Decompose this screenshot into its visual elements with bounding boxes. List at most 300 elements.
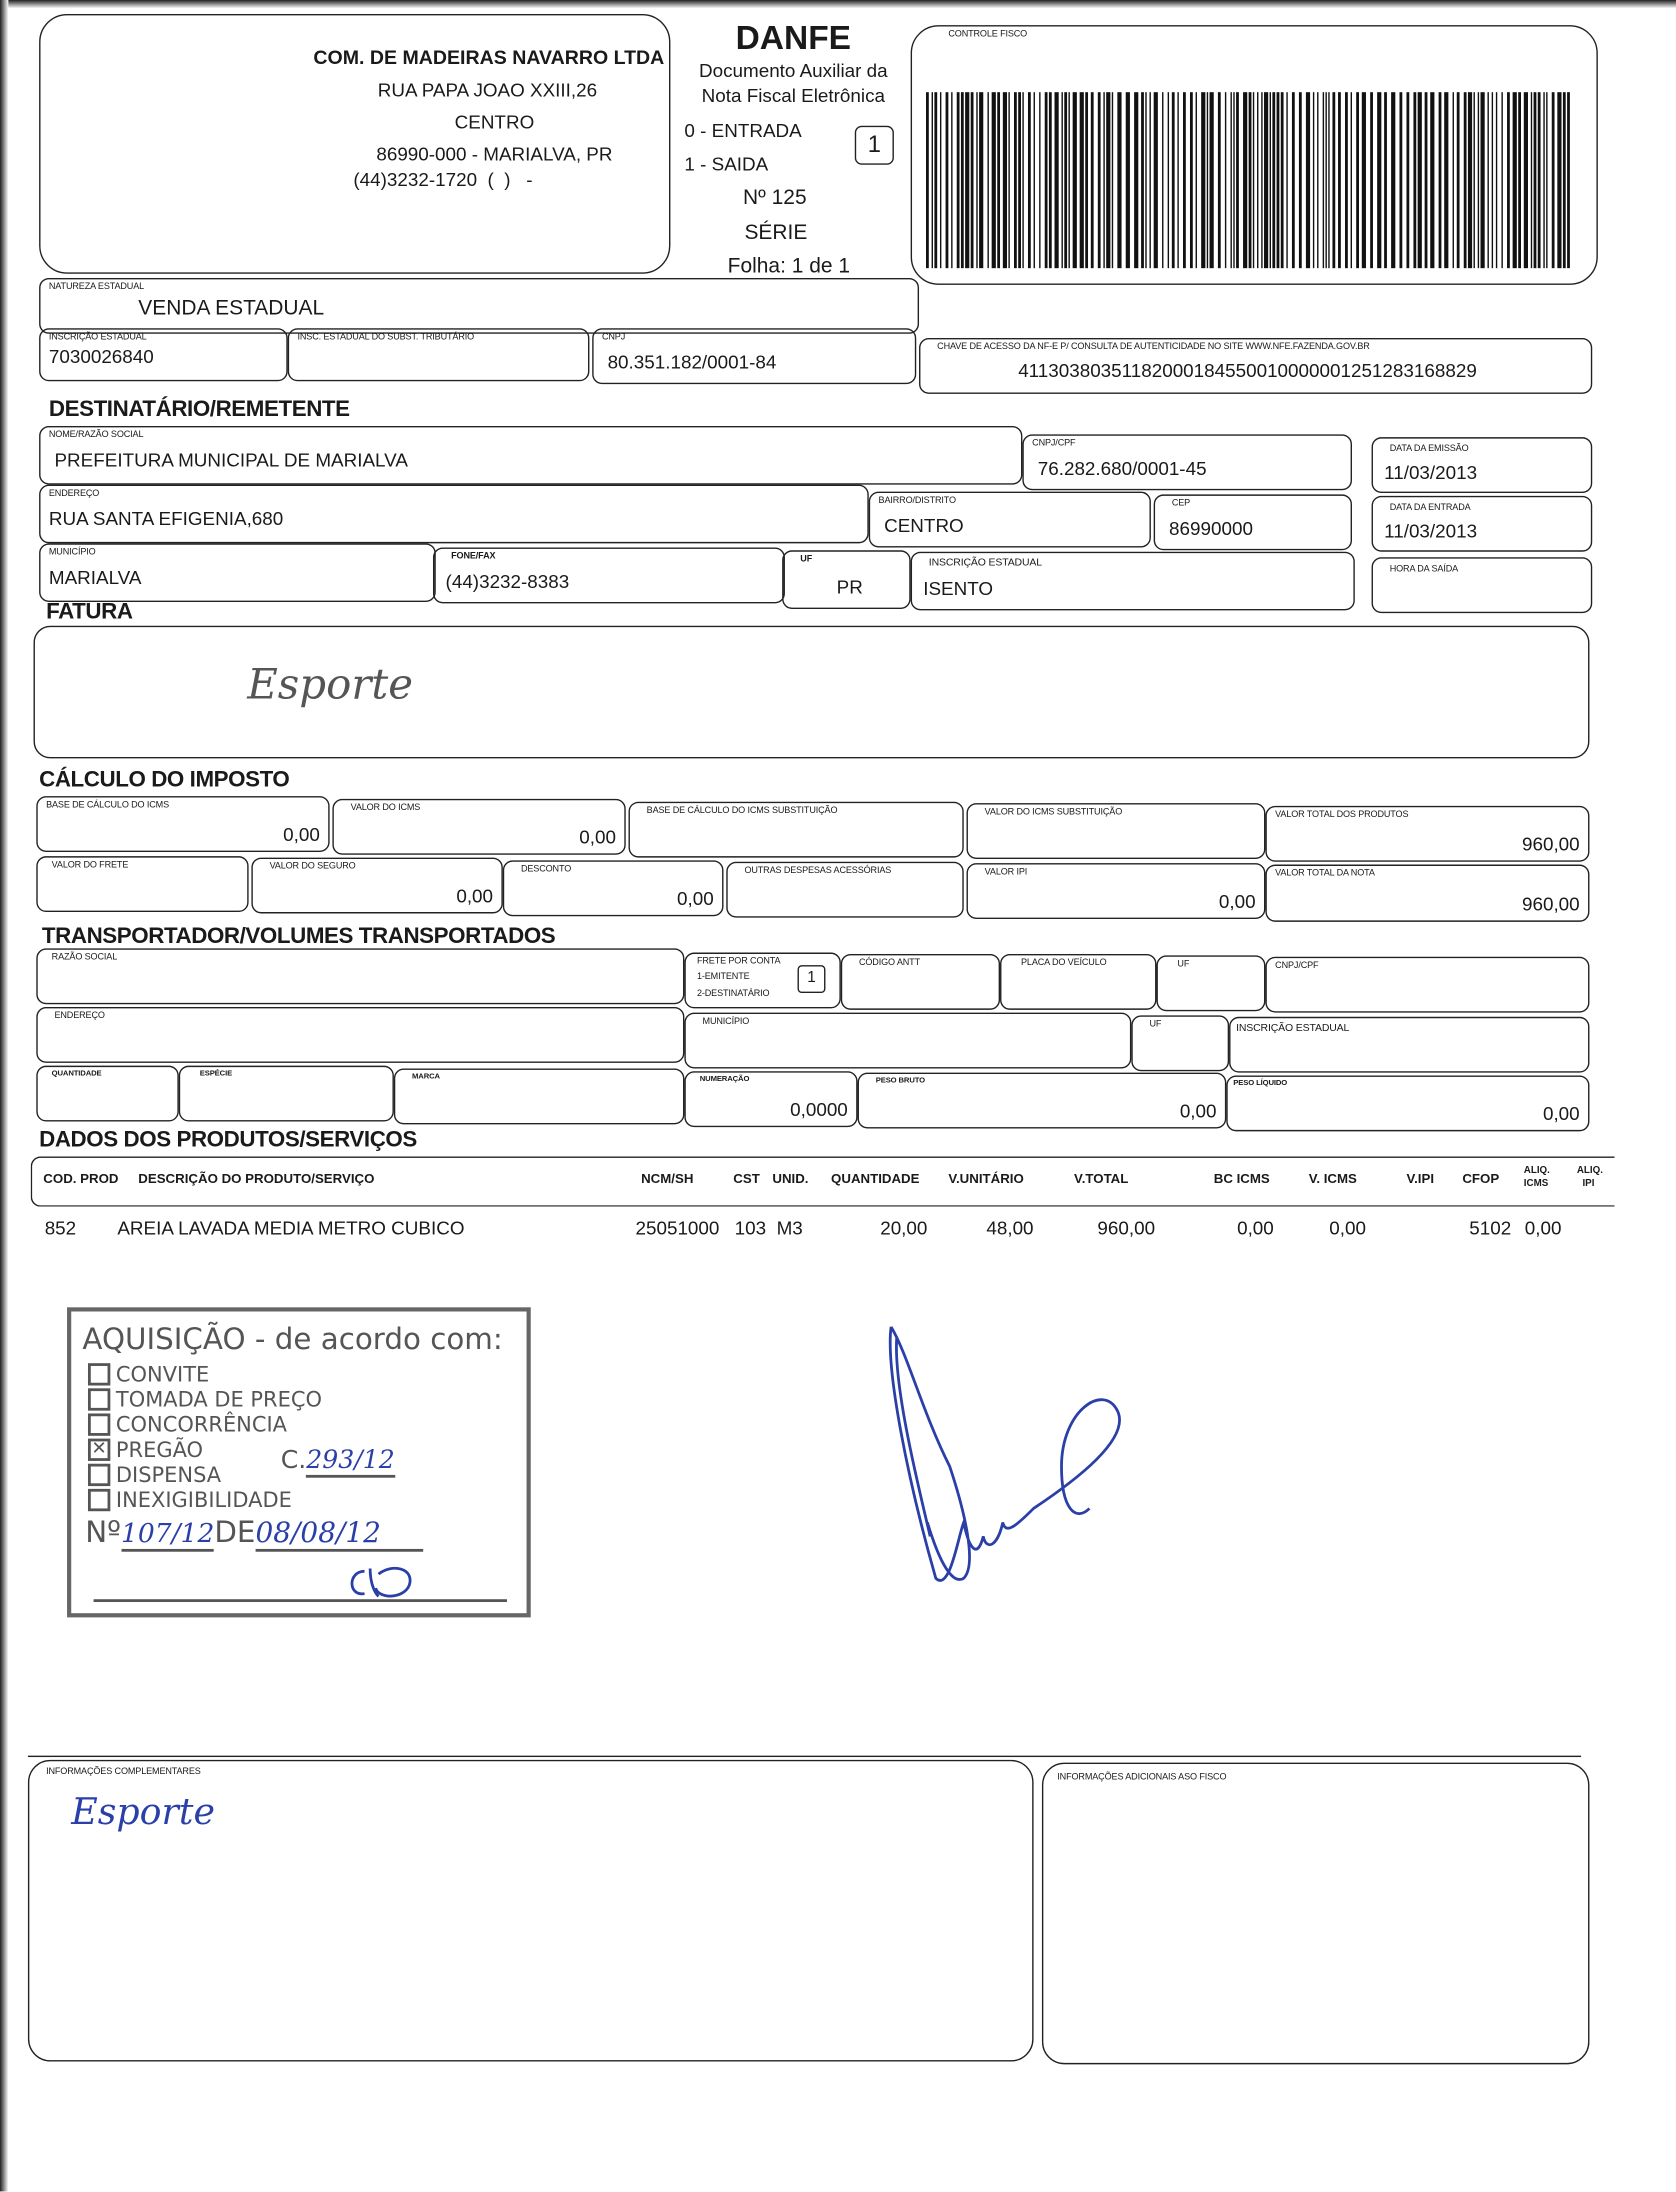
- dest-municipio-label: MUNICÍPIO: [48, 547, 96, 558]
- barcode-bar: [1332, 92, 1335, 268]
- col-quantidade: QUANTIDADE: [831, 1171, 920, 1188]
- base-st-label: BASE DE CÁLCULO DO ICMS SUBSTITUIÇÃO: [646, 805, 838, 816]
- barcode-bar: [1362, 92, 1366, 268]
- emitter-phone: (44)3232-1720 ( ) -: [353, 169, 533, 190]
- barcode-bar: [1149, 92, 1150, 268]
- barcode-bar: [965, 92, 969, 268]
- stamp-num-label: Nº: [85, 1515, 121, 1549]
- dest-cep-label: CEP: [1171, 498, 1191, 509]
- stamp-option-label: TOMADA DE PREÇO: [115, 1386, 322, 1413]
- divider: [28, 1756, 1581, 1757]
- col-aliq-icms-2: ICMS: [1523, 1178, 1549, 1189]
- dest-nome-field: [39, 426, 1022, 485]
- natureza-value: VENDA ESTADUAL: [138, 296, 325, 320]
- entrada-field: [1372, 496, 1593, 552]
- barcode-bar: [1399, 92, 1402, 268]
- barcode-bar: [1183, 92, 1186, 268]
- barcode-bar: [1168, 92, 1169, 268]
- seguro-label: VALOR DO SEGURO: [269, 861, 356, 872]
- desconto-label: DESCONTO: [520, 864, 572, 875]
- barcode-bar: [1003, 92, 1007, 268]
- emissao-field: [1372, 437, 1593, 493]
- col-v-icms: V. ICMS: [1308, 1171, 1357, 1188]
- barcode-bar: [1299, 92, 1302, 268]
- entrada-option: 0 - ENTRADA: [684, 120, 802, 142]
- barcode-bar: [1281, 92, 1284, 268]
- imposto-heading: CÁLCULO DO IMPOSTO: [39, 768, 290, 792]
- barcode-bar: [1507, 92, 1510, 268]
- col-unid: UNID.: [772, 1171, 809, 1188]
- barcode-bar: [1264, 92, 1268, 268]
- barcode-bar: [1468, 92, 1472, 268]
- cell-ncm: 25051000: [635, 1217, 720, 1239]
- cnpj-label: CNPJ: [601, 332, 626, 343]
- frete-conta-field: [684, 953, 840, 1009]
- transp-uf-label: UF: [1177, 959, 1190, 970]
- info-complementares-handwriting: Esporte: [71, 1791, 215, 1834]
- barcode-bar: [932, 92, 933, 268]
- marca-label: MARCA: [412, 1072, 440, 1082]
- numeracao-field: [684, 1071, 857, 1127]
- dest-ie-field: [911, 552, 1355, 611]
- entrada-value: 11/03/2013: [1384, 520, 1478, 542]
- barcode-bar: [1457, 92, 1460, 268]
- total-produtos-field: [1265, 806, 1589, 862]
- valor-ipi-field: [967, 863, 1266, 919]
- barcode-bar: [1106, 92, 1110, 268]
- barcode-bar: [1049, 92, 1052, 268]
- barcode-bar: [1117, 92, 1121, 268]
- stamp-signature-line: [94, 1599, 507, 1602]
- barcode-bar: [1201, 92, 1205, 268]
- dest-endereco-label: ENDEREÇO: [48, 488, 100, 499]
- barcode-bar: [1552, 92, 1555, 268]
- transp-cnpj-field: [1265, 957, 1589, 1013]
- col-aliq-icms-1: ALIQ.: [1523, 1166, 1550, 1177]
- dest-uf-field: [782, 550, 910, 609]
- hora-saida-label: HORA DA SAÍDA: [1389, 564, 1459, 575]
- barcode-bar: [1313, 92, 1314, 268]
- valor-st-field: [967, 803, 1266, 859]
- barcode-bar: [1531, 92, 1532, 268]
- barcode-bar: [1018, 92, 1021, 268]
- desconto-value: 0,00: [677, 888, 714, 910]
- barcode-bar: [1064, 92, 1067, 268]
- dest-cep-value: 86990000: [1169, 518, 1253, 540]
- col-ncm: NCM/SH: [641, 1171, 694, 1188]
- barcode-bar: [1370, 92, 1373, 268]
- cell-vunit: 48,00: [986, 1217, 1034, 1239]
- barcode-bar: [1210, 92, 1214, 268]
- peso-liquido-label: PESO LÍQUIDO: [1233, 1079, 1288, 1089]
- emitter-box: [39, 14, 670, 274]
- stamp-c-value: 293/12: [306, 1446, 394, 1478]
- produtos-heading: DADOS DOS PRODUTOS/SERVIÇOS: [39, 1128, 417, 1153]
- dest-bairro-label: BAIRRO/DISTRITO: [878, 495, 956, 506]
- stamp-numero: [85, 1515, 423, 1549]
- barcode-bar: [1162, 92, 1163, 268]
- barcode-bar: [1270, 92, 1271, 268]
- barcode-bar: [957, 92, 960, 268]
- dest-fone-field: [433, 548, 785, 604]
- controle-fisco-box: [911, 25, 1598, 285]
- barcode-bar: [979, 92, 983, 268]
- stamp-option-concorrencia: [88, 1412, 287, 1437]
- barcode-bar: [1257, 92, 1258, 268]
- barcode-bar: [1085, 92, 1088, 268]
- signature: [866, 1313, 1145, 1606]
- total-nota-value: 960,00: [1521, 893, 1580, 915]
- barcode-bar: [1317, 92, 1318, 268]
- ie-st-field: [288, 328, 590, 381]
- barcode-bar: [1323, 92, 1324, 268]
- barcode-bar: [1261, 92, 1262, 268]
- barcode-bar: [1524, 92, 1528, 268]
- col-cod-prod: COD. PROD: [43, 1171, 119, 1188]
- total-produtos-label: VALOR TOTAL DOS PRODUTOS: [1275, 810, 1409, 820]
- barcode-bar: [1098, 92, 1101, 268]
- barcode-bar: [1430, 92, 1434, 268]
- cell-aliq-icms: 0,00: [1524, 1217, 1562, 1239]
- base-icms-field: [36, 796, 329, 852]
- barcode-bar: [1425, 92, 1428, 268]
- emitter-name: COM. DE MADEIRAS NAVARRO LTDA: [313, 46, 665, 69]
- seguro-field: [251, 858, 502, 914]
- barcode-bar: [1377, 92, 1381, 268]
- stamp-option-label: PREGÃO: [115, 1437, 204, 1463]
- barcode-bar: [1487, 92, 1488, 268]
- transp-ie-label: INSCRIÇÃO ESTADUAL: [1236, 1020, 1350, 1034]
- col-v-ipi: V.IPI: [1406, 1171, 1435, 1188]
- barcode-bar: [1207, 92, 1208, 268]
- dest-nome-value: PREFEITURA MUNICIPAL DE MARIALVA: [54, 449, 408, 471]
- barcode-bar: [1055, 92, 1059, 268]
- base-st-field: [629, 802, 964, 858]
- barcode-bar: [1177, 92, 1178, 268]
- barcode-bar: [1328, 92, 1329, 268]
- antt-label: CÓDIGO ANTT: [858, 958, 920, 968]
- stamp-option-label: INEXIGIBILIDADE: [115, 1487, 292, 1513]
- fatura-heading: FATURA: [46, 600, 133, 625]
- emitter-district: CENTRO: [454, 111, 535, 133]
- stamp-c-label: C.: [280, 1445, 307, 1475]
- barcode-bar: [1496, 92, 1497, 268]
- barcode-bar: [1474, 92, 1475, 268]
- ie-value: 7030026840: [48, 346, 154, 368]
- emitter-city: 86990-000 - MARIALVA, PR: [376, 143, 613, 165]
- transp-endereco-label: ENDEREÇO: [54, 1011, 105, 1021]
- danfe-subtitle-2: Nota Fiscal Eletrônica: [701, 85, 886, 107]
- stamp-option-label: DISPENSA: [115, 1462, 222, 1488]
- barcode-bar: [1112, 92, 1113, 268]
- col-v-total: V.TOTAL: [1074, 1171, 1129, 1188]
- cell-vtotal: 960,00: [1097, 1217, 1156, 1239]
- barcode: [926, 92, 1577, 268]
- barcode-bar: [1306, 92, 1310, 268]
- especie-label: ESPÉCIE: [199, 1069, 233, 1079]
- barcode-bar: [1134, 92, 1138, 268]
- aquisicao-stamp: [67, 1307, 531, 1617]
- barcode-bar: [992, 92, 996, 268]
- transp-cnpj-label: CNPJ/CPF: [1275, 960, 1319, 971]
- cell-desc: AREIA LAVADA MEDIA METRO CUBICO: [117, 1217, 465, 1239]
- transp-municipio-field: [684, 1013, 1131, 1069]
- checkbox-icon: [88, 1362, 110, 1384]
- barcode-bar: [1196, 92, 1197, 268]
- barcode-bar: [1225, 92, 1226, 268]
- stamp-option-dispensa: [88, 1462, 221, 1487]
- scan-edge-left: [0, 0, 8, 2191]
- barcode-bar: [926, 92, 929, 268]
- valor-ipi-value: 0,00: [1218, 891, 1256, 913]
- chave-field: [919, 338, 1592, 394]
- especie-field: [179, 1066, 394, 1122]
- barcode-bar: [1022, 92, 1023, 268]
- stamp-num-value: 107/12: [121, 1518, 214, 1552]
- valor-icms-value: 0,00: [579, 826, 616, 848]
- barcode-bar: [946, 92, 949, 268]
- stamp-option-label: CONVITE: [115, 1361, 210, 1387]
- stamp-option-convite: [88, 1362, 209, 1387]
- emissao-value: 11/03/2013: [1384, 462, 1478, 484]
- numeracao-value: 0,0000: [790, 1099, 848, 1121]
- transp-ie-field: [1229, 1017, 1589, 1073]
- barcode-bar: [1141, 92, 1144, 268]
- col-bc-icms: BC ICMS: [1213, 1171, 1270, 1188]
- peso-liquido-value: 0,00: [1542, 1103, 1580, 1125]
- checkbox-icon: [88, 1413, 110, 1435]
- dest-cnpj-value: 76.282.680/0001-45: [1037, 458, 1207, 480]
- dest-municipio-field: [39, 543, 436, 602]
- saida-option: 1 - SAIDA: [684, 153, 769, 175]
- barcode-bar: [951, 92, 952, 268]
- ie-st-label: INSC. ESTADUAL DO SUBST. TRIBUTÁRIO: [297, 332, 475, 343]
- transp-razao-label: RAZÃO SOCIAL: [51, 952, 118, 963]
- dest-municipio-value: MARIALVA: [48, 567, 142, 589]
- stamp-de-label: DE: [214, 1515, 256, 1549]
- nf-number: Nº 125: [743, 185, 807, 210]
- valor-ipi-label: VALOR IPI: [984, 867, 1028, 878]
- checkbox-icon: [88, 1488, 110, 1510]
- info-complementares-label: INFORMAÇÕES COMPLEMENTARES: [46, 1766, 201, 1777]
- total-produtos-value: 960,00: [1521, 833, 1580, 855]
- cell-cfop: 5102: [1469, 1217, 1512, 1239]
- barcode-bar: [1439, 92, 1442, 268]
- barcode-bar: [1453, 92, 1454, 268]
- dest-ie-label: INSCRIÇÃO ESTADUAL: [928, 555, 1042, 569]
- total-nota-field: [1265, 865, 1589, 922]
- base-icms-label: BASE DE CÁLCULO DO ICMS: [46, 800, 170, 811]
- barcode-bar: [1543, 92, 1544, 268]
- cell-v-icms: 0,00: [1329, 1217, 1366, 1239]
- barcode-bar: [1481, 92, 1485, 268]
- barcode-bar: [1513, 92, 1517, 268]
- marca-field: [394, 1068, 685, 1124]
- col-aliq-ipi-1: ALIQ.: [1576, 1166, 1603, 1177]
- barcode-bar: [1243, 92, 1247, 268]
- frete-field: [36, 856, 248, 912]
- dest-uf-value: PR: [836, 576, 863, 598]
- dest-fone-label: FONE/FAX: [451, 551, 496, 562]
- barcode-bar: [1028, 92, 1031, 268]
- checkbox-icon: [88, 1463, 110, 1485]
- barcode-bar: [1080, 92, 1084, 268]
- cell-bc-icms: 0,00: [1237, 1217, 1274, 1239]
- stamp-option-inexigibilidade: [88, 1487, 292, 1512]
- fatura-box: [34, 626, 1590, 759]
- barcode-bar: [1253, 92, 1254, 268]
- cell-cod: 852: [44, 1217, 77, 1239]
- barcode-bar: [1478, 92, 1479, 268]
- stamp-title: AQUISIÇÃO - de acordo com:: [82, 1322, 503, 1357]
- transp-endereco-field: [36, 1007, 684, 1063]
- barcode-bar: [1249, 92, 1252, 268]
- barcode-bar: [940, 92, 941, 268]
- barcode-bar: [1154, 92, 1158, 268]
- peso-bruto-value: 0,00: [1179, 1100, 1217, 1122]
- transp-razao-field: [36, 948, 684, 1004]
- barcode-bar: [1145, 92, 1146, 268]
- barcode-bar: [1557, 92, 1561, 268]
- barcode-bar: [1014, 92, 1017, 268]
- barcode-bar: [1492, 92, 1493, 268]
- frete-label: VALOR DO FRETE: [51, 860, 129, 871]
- nf-serie: SÉRIE: [744, 220, 808, 245]
- barcode-bar: [1563, 92, 1566, 268]
- antt-field: [841, 954, 1000, 1010]
- fatura-handwriting: Esporte: [247, 660, 414, 710]
- hora-saida-field: [1372, 557, 1593, 613]
- frete-conta-label: FRETE POR CONTA: [696, 956, 781, 967]
- scan-edge: [0, 0, 1676, 8]
- barcode-bar: [1272, 92, 1275, 268]
- col-v-unitario: V.UNITÁRIO: [948, 1171, 1024, 1188]
- barcode-bar: [1233, 92, 1234, 268]
- stamp-option-pregao: [88, 1437, 203, 1462]
- placa-field: [1000, 954, 1156, 1010]
- numeracao-label: NUMERAÇÃO: [699, 1075, 750, 1084]
- stamp-option-label: CONCORRÊNCIA: [115, 1412, 288, 1438]
- barcode-bar: [1534, 92, 1537, 268]
- dest-cnpj-label: CNPJ/CPF: [1032, 438, 1076, 449]
- barcode-bar: [1172, 92, 1175, 268]
- barcode-bar: [1391, 92, 1395, 268]
- barcode-bar: [1068, 92, 1069, 268]
- desconto-field: [503, 860, 724, 916]
- barcode-bar: [1464, 92, 1467, 268]
- natureza-label: NATUREZA ESTADUAL: [48, 282, 145, 292]
- barcode-bar: [1230, 92, 1231, 268]
- frete-destinatario-label: 2-DESTINATÁRIO: [696, 988, 770, 999]
- valor-icms-field: [332, 799, 625, 855]
- col-cst: CST: [733, 1171, 760, 1188]
- barcode-bar: [1218, 92, 1221, 268]
- barcode-bar: [1236, 92, 1239, 268]
- barcode-bar: [1103, 92, 1104, 268]
- chave-label: CHAVE DE ACESSO DA NF-E P/ CONSULTA DE AUTENTICIDADE NO SITE WWW.NFE.FAZENDA.GOV.BR: [937, 342, 1370, 352]
- barcode-bar: [1061, 92, 1062, 268]
- transp-uf2-label: UF: [1149, 1019, 1162, 1030]
- barcode-bar: [1418, 92, 1422, 268]
- cnpj-field: [592, 328, 916, 384]
- dest-bairro-field: [869, 492, 1151, 548]
- emissao-label: DATA DA EMISSÃO: [1389, 444, 1469, 454]
- barcode-bar: [1190, 92, 1193, 268]
- cnpj-value: 80.351.182/0001-84: [607, 351, 777, 373]
- peso-bruto-label: PESO BRUTO: [875, 1076, 926, 1086]
- barcode-bar: [987, 92, 988, 268]
- barcode-bar: [1384, 92, 1387, 268]
- barcode-bar: [1338, 92, 1341, 268]
- dest-nome-label: NOME/RAZÃO SOCIAL: [48, 430, 144, 440]
- transp-uf-field: [1156, 955, 1265, 1011]
- barcode-bar: [1538, 92, 1541, 268]
- ie-field: [39, 328, 288, 381]
- base-icms-value: 0,00: [283, 824, 320, 846]
- barcode-bar: [1356, 92, 1359, 268]
- stamp-initials: [337, 1557, 435, 1604]
- controle-fisco-label: CONTROLE FISCO: [948, 29, 1028, 40]
- danfe-subtitle-1: Documento Auxiliar da: [698, 60, 888, 82]
- cell-cst: 103: [734, 1217, 767, 1239]
- barcode-bar: [976, 92, 977, 268]
- peso-liquido-field: [1226, 1075, 1589, 1131]
- dest-cnpj-field: [1022, 434, 1352, 490]
- barcode-bar: [971, 92, 974, 268]
- valor-st-label: VALOR DO ICMS SUBSTITUIÇÃO: [984, 807, 1123, 818]
- barcode-bar: [1413, 92, 1416, 268]
- barcode-bar: [997, 92, 1000, 268]
- dest-bairro-value: CENTRO: [884, 515, 964, 537]
- frete-emitente-label: 1-EMITENTE: [696, 972, 750, 982]
- checkbox-icon: [88, 1388, 110, 1410]
- barcode-bar: [1008, 92, 1009, 268]
- total-nota-label: VALOR TOTAL DA NOTA: [1275, 868, 1375, 879]
- dest-endereco-field: [39, 485, 869, 544]
- valor-icms-label: VALOR DO ICMS: [350, 803, 421, 813]
- entrada-label: DATA DA ENTRADA: [1389, 502, 1471, 513]
- barcode-bar: [1126, 92, 1130, 268]
- col-aliq-ipi-2: IPI: [1582, 1178, 1595, 1189]
- chave-value: 41130380351182000184550010000001251283168829: [1018, 360, 1477, 382]
- info-fisco-box: [1042, 1763, 1590, 2065]
- peso-bruto-field: [858, 1073, 1227, 1129]
- stamp-date: 08/08/12: [255, 1515, 422, 1551]
- outras-despesas-label: OUTRAS DESPESAS ACESSÓRIAS: [744, 865, 892, 876]
- dest-fone-value: (44)3232-8383: [445, 571, 570, 593]
- frete-conta-value: 1: [798, 965, 826, 993]
- cell-unid: M3: [776, 1217, 803, 1239]
- barcode-bar: [1039, 92, 1040, 268]
- ie-label: INSCRIÇÃO ESTADUAL: [48, 332, 147, 343]
- barcode-bar: [1546, 92, 1547, 268]
- barcode-bar: [1325, 92, 1326, 268]
- stamp-c: [281, 1446, 395, 1475]
- transp-municipio-label: MUNICÍPIO: [702, 1016, 750, 1027]
- produtos-header: [31, 1156, 1615, 1206]
- placa-label: PLACA DO VEÍCULO: [1020, 958, 1107, 968]
- dest-heading: DESTINATÁRIO/REMETENTE: [48, 398, 350, 422]
- info-fisco-label: INFORMAÇÕES ADICIONAIS ASO FISCO: [1057, 1772, 1227, 1783]
- cell-qtd: 20,00: [880, 1217, 928, 1239]
- barcode-bar: [1501, 92, 1502, 268]
- checked-box-icon: ✕: [88, 1438, 110, 1460]
- dest-endereco-value: RUA SANTA EFIGENIA,680: [48, 508, 284, 530]
- barcode-bar: [1091, 92, 1094, 268]
- barcode-bar: [1073, 92, 1077, 268]
- barcode-bar: [961, 92, 964, 268]
- barcode-bar: [934, 92, 937, 268]
